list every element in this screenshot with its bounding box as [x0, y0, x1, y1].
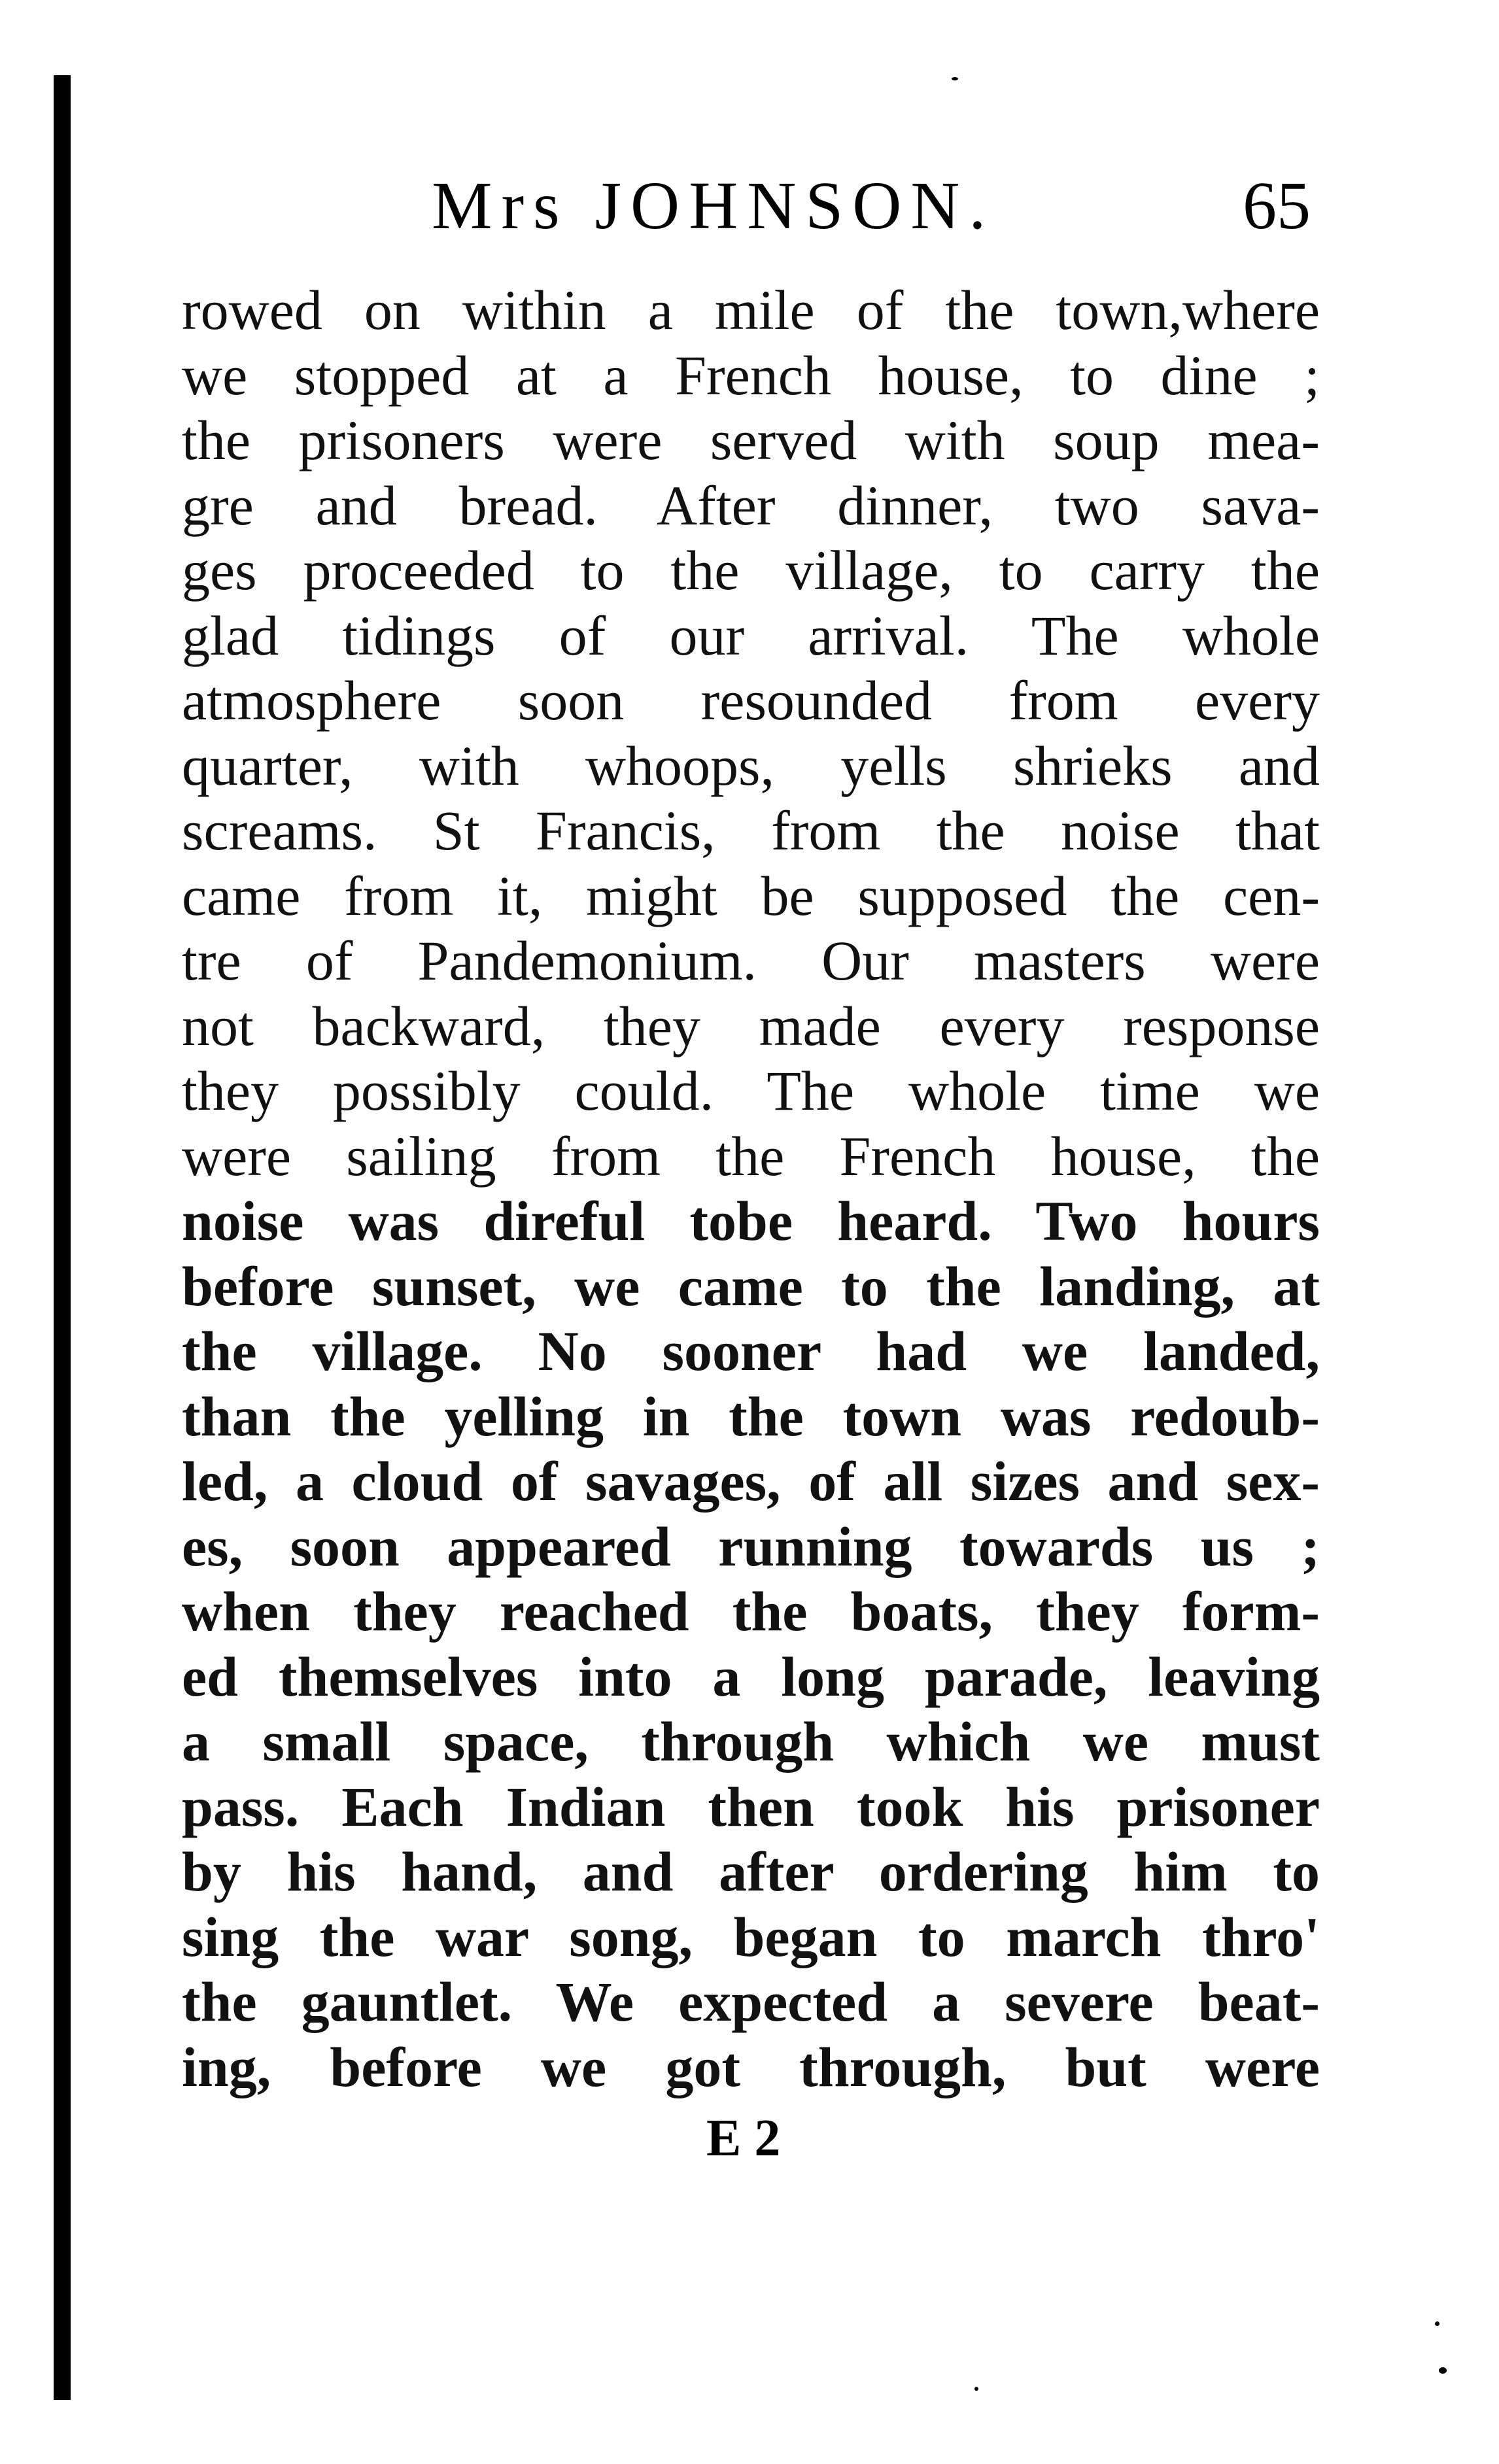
text-line: sing the war song, began to march thro'	[182, 1905, 1320, 1968]
page-edge-shadow	[54, 75, 71, 2400]
text-line: atmosphere soon resounded from every	[182, 669, 1320, 732]
ink-speck	[1439, 2367, 1447, 2374]
text-line: before sunset, we came to the landing, at	[182, 1254, 1320, 1318]
text-line: quarter, with whoops, yells shrieks and	[182, 734, 1320, 797]
text-line: a small space, through which we must	[182, 1710, 1320, 1773]
text-line: than the yelling in the town was redoub-	[182, 1384, 1320, 1448]
ink-speck	[1435, 2321, 1439, 2326]
text-line: by his hand, and after ordering him to	[182, 1840, 1320, 1903]
text-line: when they reached the boats, they form-	[182, 1580, 1320, 1643]
text-line: ed themselves into a long parade, leaving	[182, 1645, 1320, 1708]
text-line: came from it, might be supposed the cen-	[182, 864, 1320, 927]
text-line: screams. St Francis, from the noise that	[182, 799, 1320, 862]
text-line: they possibly could. The whole time we	[182, 1059, 1320, 1122]
text-line: the prisoners were served with soup mea-	[182, 409, 1320, 471]
body-text	[182, 278, 1320, 2100]
text-line: led, a cloud of savages, of all sizes and sex-	[182, 1450, 1320, 1513]
text-line: es, soon appeared running towards us ;	[182, 1514, 1320, 1578]
text-line: the village. No sooner had we landed,	[182, 1320, 1320, 1382]
text-line: the gauntlet. We expected a severe beat-	[182, 1970, 1320, 2033]
page-number: 65	[1243, 168, 1311, 243]
ink-speck	[974, 2387, 978, 2391]
ink-speck	[952, 77, 958, 80]
text-line: were sailing from the French house, the	[182, 1124, 1320, 1188]
running-title: Mrs JOHNSON.	[432, 168, 995, 243]
text-line: ges proceeded to the village, to carry the	[182, 539, 1320, 602]
text-line: rowed on within a mile of the town,where	[182, 279, 1320, 341]
text-line: pass. Each Indian then took his prisoner	[182, 1775, 1320, 1838]
text-line: not backward, they made every response	[182, 994, 1320, 1057]
text-line: noise was direful tobe heard. Two hours	[182, 1189, 1320, 1252]
text-line: we stopped at a French house, to dine ;	[182, 343, 1320, 407]
text-line: ing, before we got through, but were	[182, 2035, 1320, 2098]
signature-mark: E 2	[706, 2110, 781, 2167]
text-line: gre and bread. After dinner, two sava-	[182, 473, 1320, 537]
text-line: glad tidings of our arrival. The whole	[182, 604, 1320, 667]
running-head	[0, 154, 1499, 245]
text-line: tre of Pandemonium. Our masters were	[182, 929, 1320, 992]
